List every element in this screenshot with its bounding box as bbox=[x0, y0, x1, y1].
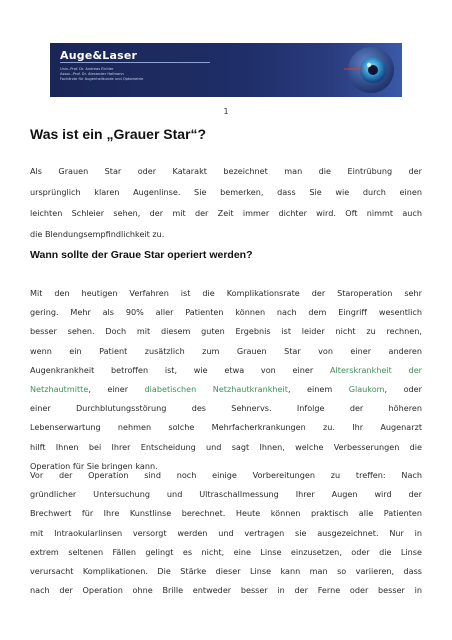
text-line: verursacht Komplikationen. Die Stärke dieser Linse kann man so variieren, dass bbox=[30, 565, 422, 576]
brand-logo: Auge&Laser bbox=[60, 49, 138, 62]
text-line bbox=[30, 380, 422, 399]
link-glaukom[interactable]: Glaukom bbox=[348, 383, 385, 394]
link-alterskrankheit[interactable]: Alterskrankheit der bbox=[329, 364, 422, 375]
text-line: Als Grauen Star oder Katarakt bezeichnet man die Eintrübung der bbox=[30, 166, 422, 176]
header-banner bbox=[50, 43, 402, 97]
text-line: Vor der Operation sind noch einige Vorbereitungen zu treffen: Nach bbox=[30, 470, 422, 480]
banner-subtitle-line: Assoc.-Prof. Dr. Alexander Hofmann bbox=[60, 72, 124, 76]
text-line: Lebenserwartung nehmen solche Mehrfacherkrankungen zu. Ihr Augenarzt bbox=[30, 422, 422, 433]
surgery-paragraph bbox=[30, 284, 422, 476]
section-heading: Wann sollte der Graue Star operiert werden? bbox=[30, 249, 253, 261]
link-diabetische-netzhautkrankheit[interactable]: diabetischen Netzhautkrankheit bbox=[144, 383, 288, 394]
text-line: mit Intraokularlinsen versorgt werden und vertragen sie ausgezeichnet. Nur in bbox=[30, 527, 422, 538]
text-segment: Augenkrankheit betroffen ist, wie etwa von einer bbox=[30, 364, 330, 375]
text-line: hilft Ihnen bei Ihrer Entscheidung und sagt Ihnen, welche Verbesserungen die bbox=[30, 441, 422, 452]
text-line: gründlicher Untersuchung und Ultraschallmessung Ihrer Augen wird der bbox=[30, 489, 422, 500]
banner-subtitle-line: Fachärzte für Augenheilkunde und Optometrie bbox=[60, 77, 144, 81]
text-line: ursprünglich klaren Augenlinse. Sie bemerken, dass Sie wie durch einen bbox=[30, 187, 422, 197]
text-line: extrem seltenen Fällen gelingt es nicht, eine Linse einzusetzen, oder die Linse bbox=[30, 546, 422, 557]
text-segment: , oder bbox=[384, 383, 422, 394]
text-line: nach der Operation ohne Brille entweder besser in der Ferne oder besser in bbox=[30, 585, 422, 596]
link-netzhautmitte[interactable]: Netzhautmitte bbox=[30, 383, 89, 394]
text-segment: , einer bbox=[88, 383, 145, 394]
text-line: Operation für Sie bringen kann. bbox=[30, 460, 158, 471]
intro-paragraph bbox=[30, 161, 422, 245]
text-line: einer Durchblutungsstörung des Sehnervs. Infolge der höheren bbox=[30, 403, 422, 414]
text-line: leichten Schleier sehen, der mit der Zeit immer dichter wird. Oft nimmt auch bbox=[30, 208, 422, 218]
text-line: gering. Mehr als 90% aller Patienten können nach dem Eingriff wesentlich bbox=[30, 307, 422, 318]
page-title: Was ist ein „Grauer Star“? bbox=[30, 126, 207, 142]
text-line: besser sehen. Doch mit diesem guten Ergebnis ist leider nicht zu rechnen, bbox=[30, 326, 422, 337]
brand-underline bbox=[60, 62, 210, 63]
text-segment: , einem bbox=[287, 383, 349, 394]
preparation-paragraph bbox=[30, 466, 422, 600]
page-number: 1 bbox=[223, 107, 229, 116]
text-line bbox=[30, 361, 422, 380]
eye-icon bbox=[344, 45, 394, 95]
text-line: Mit den heutigen Verfahren ist die Komplikationsrate der Staroperation sehr bbox=[30, 288, 422, 298]
text-line: die Blendungsempfindlichkeit zu. bbox=[30, 229, 165, 239]
text-line: wenn ein Patient zusätzlich zum Grauen Star von einer anderen bbox=[30, 345, 422, 356]
banner-subtitle-line: Univ.-Prof. Dr. Andreas Eichler bbox=[60, 67, 114, 71]
text-line: Brechwert für Ihre Kunstlinse berechnet. Heute können praktisch alle Patienten bbox=[30, 508, 422, 519]
